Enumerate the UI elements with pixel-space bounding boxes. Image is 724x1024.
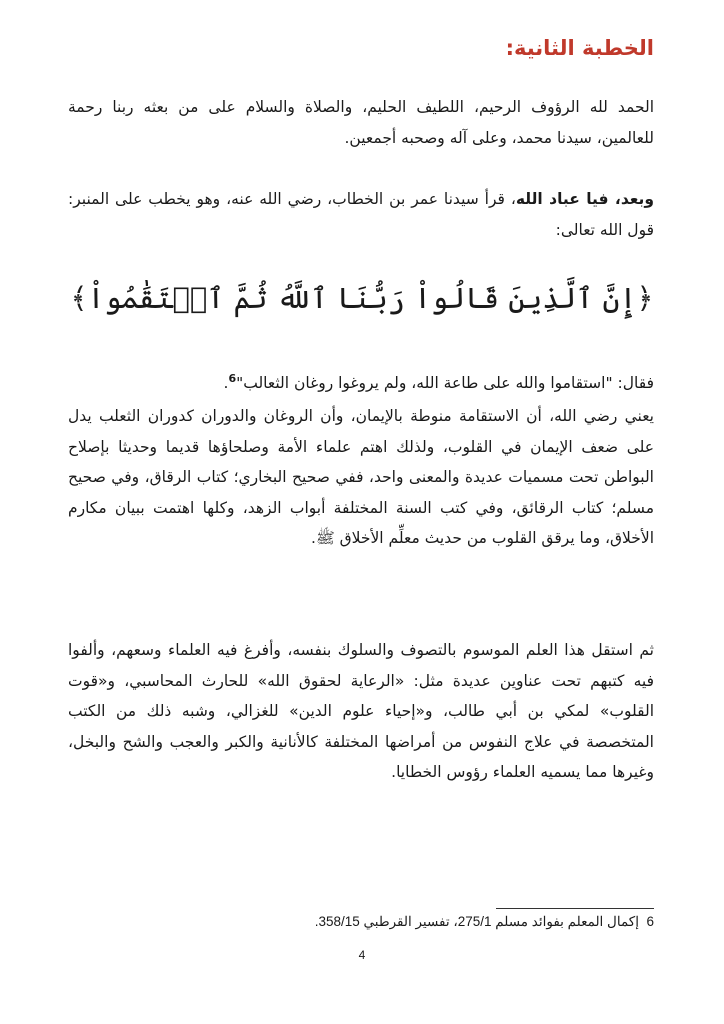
paragraph-tasawwuf: ثم استقل هذا العلم الموسوم بالتصوف والسلوك بنفسه، وأفرغ فيه العلماء وسعهم، وألفوا فيه كتبهم تحت عناوين عديدة مثل: «الرعاية لحقوق الله» للحارث المحاسبي، و«قوت القلوب» لمكي بن أبي طالب، و«إحياء علوم الدين» للغزالي، وشبه ذلك من الكتب المتخصصة في علاج النفوس من أمراضها المختلفة كالأنانية والكبر والعجب والشح والبخل، وغيرها مما يسميه العلماء رؤوس الخطايا. xyxy=(68,641,654,781)
paragraph-praise: الحمد لله الرؤوف الرحيم، اللطيف الحليم، والصلاة والسلام على من بعثه ربنا رحمة للعالمين، سيدنا محمد، وعلى آله وصحبه أجمعين. xyxy=(68,98,654,147)
page-number: 4 xyxy=(358,948,366,962)
quote-text: فقال: "استقاموا والله على طاعة الله، ولم يروغوا روغان الثعالب" xyxy=(236,374,654,393)
footnote-text: إكمال المعلم بفوائد مسلم 275/1، تفسير القرطبي 358/15. xyxy=(314,914,639,929)
footnote xyxy=(315,914,654,930)
footnote-number: 6 xyxy=(646,914,654,929)
paragraph-explanation: يعني رضي الله، أن الاستقامة منوطة بالإيمان، وأن الروغان والدوران كدوران الثعلب يدل على ضعف الإيمان في القلوب، ولذلك اهتم علماء الأمة وصلحاؤها قديما وحديثا بإصلاح البواطن تحت مسميات عديدة والمعنى واحد، ففي صحيح البخاري؛ كتاب الرقاق، وفي صحيح مسلم؛ كتاب الرقائق، وفي كتب السنة المختلفة أبواب الزهد، وكلها اهتمت ببيان مكارم الأخلاق، وما يرقق القلوب من حديث معلِّم الأخلاق ﷺ. xyxy=(68,407,654,547)
paragraph-quote xyxy=(68,364,654,399)
paragraph-intro xyxy=(68,184,654,245)
footnote-ref[interactable]: 6 xyxy=(228,372,237,385)
intro-bold-lead: وبعد، فيا عباد الله xyxy=(515,190,654,208)
quran-verse: ﴿إِنَّ ٱلَّذِينَ قَالُواْ رَبُّنَا ٱللَّهُ ثُمَّ ٱسۡتَقَٰمُواْ﴾ xyxy=(70,281,654,315)
section-heading: الخطبة الثانية: xyxy=(505,36,654,60)
footnote-separator xyxy=(496,908,654,909)
quote-end: . xyxy=(223,374,229,393)
intro-text: ، قرأ سيدنا عمر بن الخطاب، رضي الله عنه، وهو يخطب على المنبر: قول الله تعالى: xyxy=(68,190,654,239)
